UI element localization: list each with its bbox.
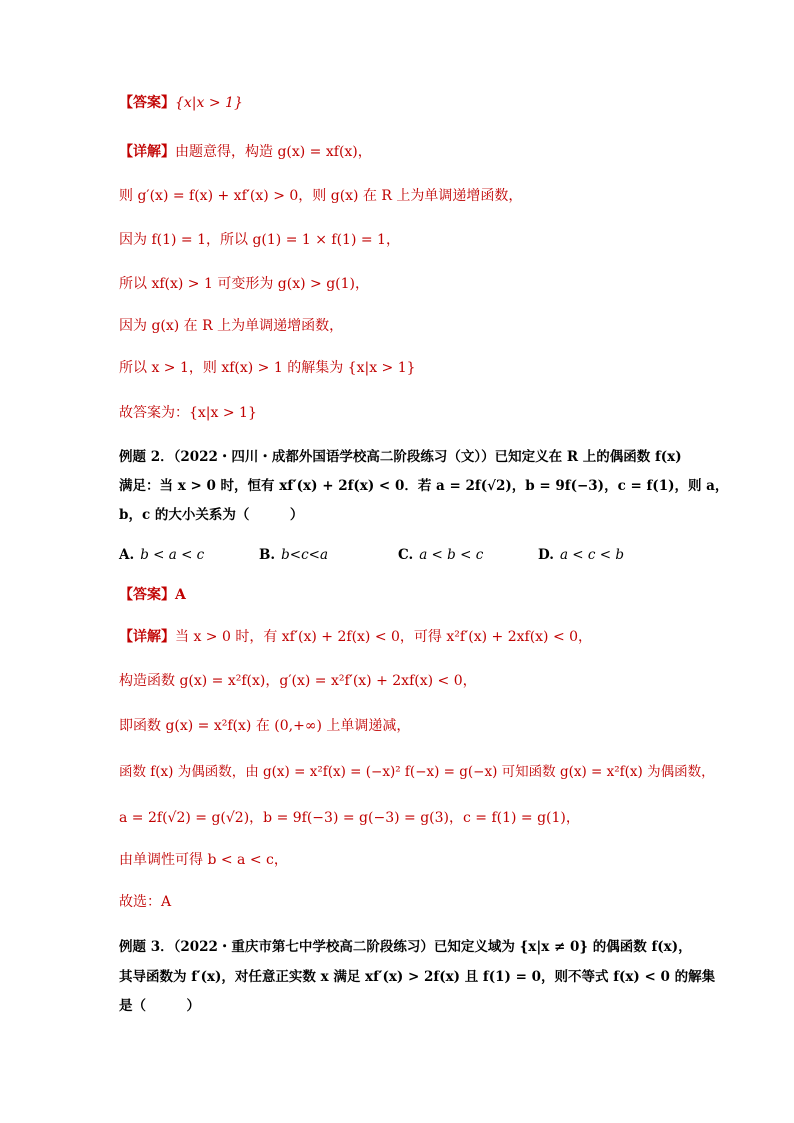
answer2-line: [119, 585, 186, 605]
answer2-detail-2: 构造函数 g(x) = x²f(x)，g′(x) = x²f′(x) + 2xf(x) < 0，: [119, 673, 477, 689]
option-d-text: a < c < b: [559, 547, 624, 563]
option-a-text: b < a < c: [140, 547, 205, 563]
example3-line-1: 例题 3．（2022・重庆市第七中学校高二阶段练习）已知定义域为 {x|x ≠ 0} 的偶函数 f(x)，: [119, 939, 692, 955]
example2-line-1: 例题 2．（2022・四川・成都外国语学校高二阶段练习（文））已知定义在 R 上的偶函数 f(x): [119, 449, 682, 465]
example3-line-2: 其导函数为 f′(x)，对任意正实数 x 满足 xf′(x) > 2f(x) 且 f(1) = 0，则不等式 f(x) < 0 的解集: [119, 969, 716, 985]
answer2-detail-3: 即函数 g(x) = x²f(x) 在 (0,+∞) 上单调递减，: [119, 718, 411, 734]
detail-line-5: 因为 g(x) 在 R 上为单调递增函数，: [119, 318, 344, 334]
example2-line-3: b，c 的大小关系为（ ）: [119, 507, 304, 523]
detail-text-1: 由题意得，构造 g(x) = xf(x)，: [175, 144, 372, 160]
answer-line: [119, 93, 243, 113]
detail-line-6: 所以 x > 1，则 xf(x) > 1 的解集为 {x|x > 1}: [119, 360, 416, 376]
option-a[interactable]: [119, 545, 204, 565]
detail-line-1: [119, 142, 372, 162]
answer2-detail-1: [119, 627, 592, 647]
option-b[interactable]: [259, 545, 328, 565]
option-a-key: A.: [119, 547, 135, 563]
option-c-text: a < b < c: [419, 547, 484, 563]
answer2-value: A: [175, 587, 186, 603]
answer2-detail-text-1: 当 x > 0 时，有 xf′(x) + 2f(x) < 0，可得 x²f′(x) + 2xf(x) < 0，: [175, 629, 593, 645]
detail-line-4: 所以 xf(x) > 1 可变形为 g(x) > g(1)，: [119, 276, 369, 292]
answer2-detail-tag: 【详解】: [119, 629, 175, 645]
answer-tag: 【答案】: [119, 95, 175, 111]
option-b-key: B.: [259, 547, 276, 563]
answer2-detail-7: 故选：A: [119, 894, 172, 910]
example2-line-2: 满足：当 x > 0 时，恒有 xf′(x) + 2f(x) < 0．若 a = 2f(√2)，b = 9f(−3)，c = f(1)，则 a，: [119, 478, 729, 494]
answer2-detail-5: a = 2f(√2) = g(√2)，b = 9f(−3) = g(−3) = g(3)，c = f(1) = g(1)，: [119, 810, 580, 826]
answer2-tag: 【答案】: [119, 587, 175, 603]
detail-line-3: 因为 f(1) = 1，所以 g(1) = 1 × f(1) = 1，: [119, 232, 400, 248]
example3-line-3: 是（ ）: [119, 998, 200, 1014]
option-c[interactable]: [398, 545, 483, 565]
answer2-detail-6: 由单调性可得 b < a < c，: [119, 852, 288, 868]
detail-tag: 【详解】: [119, 144, 175, 160]
option-d[interactable]: [538, 545, 624, 565]
answer-value: {x|x > 1}: [175, 95, 243, 111]
detail-line-7: 故答案为：{x|x > 1}: [119, 405, 257, 421]
detail-line-2: 则 g′(x) = f(x) + xf′(x) > 0，则 g(x) 在 R 上为单调递增函数，: [119, 188, 523, 204]
answer2-detail-4: 函数 f(x) 为偶函数，由 g(x) = x²f(x) = (−x)² f(−x) = g(−x) 可知函数 g(x) = x²f(x) 为偶函数，: [119, 764, 715, 780]
option-c-key: C.: [398, 547, 414, 563]
option-d-key: D.: [538, 547, 554, 563]
option-b-text: b<c<a: [281, 547, 328, 563]
